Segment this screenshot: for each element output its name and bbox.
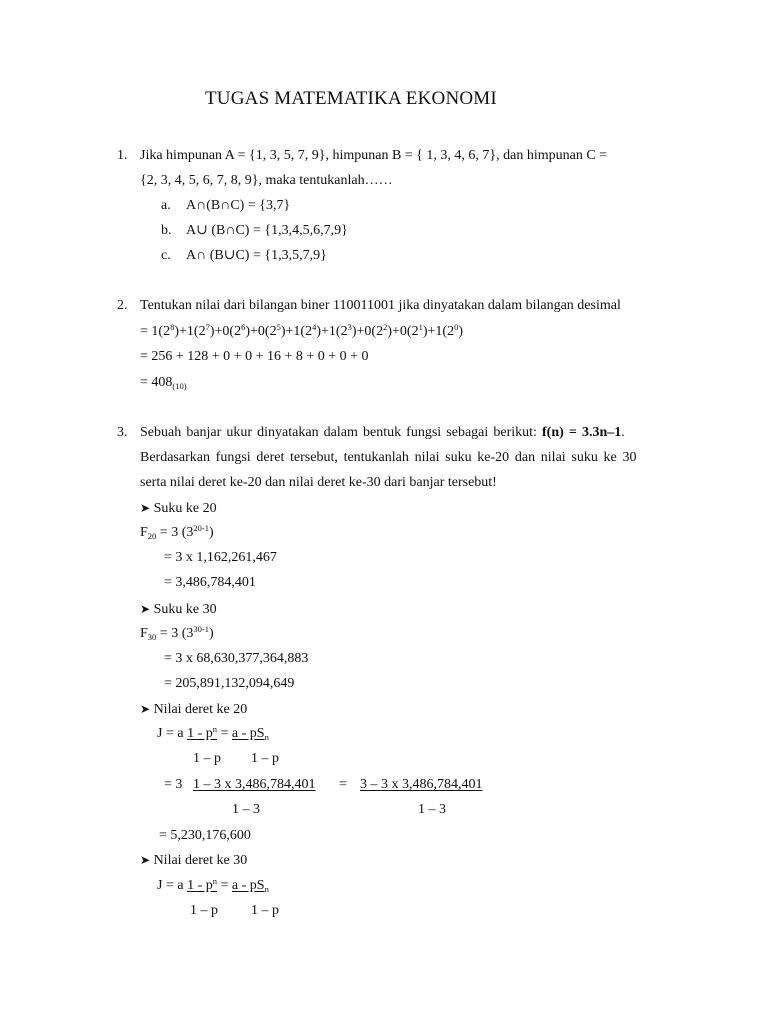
deret20-calc-numerator-2: 3 – 3 x 3,486,784,401 (360, 777, 483, 792)
deret20-calc-denominator-2: 1 – 3 (418, 802, 446, 817)
binary-term-exponent: 4 (312, 322, 317, 332)
deret20-calc-denominator-1: 1 – 3 (232, 802, 260, 817)
binary-expansion (140, 323, 463, 341)
binary-term-exponent: 5 (276, 322, 281, 332)
binary-term-coefficient: 1(2 (435, 324, 455, 339)
plus-sign: + (285, 324, 294, 339)
arrow-bullet-icon: ➤ (140, 702, 151, 716)
binary-term-exponent: 7 (205, 322, 210, 332)
bullet-suku-30-label: Suku ke 30 (153, 602, 217, 617)
decimal-result-base: (10) (172, 381, 187, 391)
binary-term-exponent: 3 (347, 322, 352, 332)
binary-term-close: ) (316, 324, 321, 339)
deret30-numerator-1 (187, 878, 217, 893)
f20-step-1: = 3 x 1,162,261,467 (164, 550, 277, 565)
binary-term-close: ) (174, 324, 179, 339)
deret20-calc-numerator-1: 1 – 3 x 3,486,784,401 (193, 777, 316, 792)
question-3-line-1 (140, 424, 625, 442)
expansion-prefix: = (140, 324, 152, 339)
f30-step-2: = 205,891,132,094,649 (164, 676, 295, 691)
sum-line: = 256 + 128 + 0 + 0 + 16 + 8 + 0 + 0 + 0 (140, 349, 369, 364)
function-formula: f(n) = 3.3n–1 (542, 425, 622, 440)
binary-term (293, 324, 321, 339)
deret30-num2-text: a - pS (231, 878, 265, 893)
f20-subscript: 20 (147, 531, 157, 541)
binary-term-close: ) (351, 324, 357, 339)
plus-sign: + (321, 324, 329, 339)
f20-formula (140, 524, 214, 542)
arrow-bullet-icon: ➤ (140, 602, 151, 616)
plus-sign: + (427, 324, 436, 339)
answer-b-text: A∪ (B∩C) = {1,3,4,5,6,7,9} (186, 223, 348, 238)
binary-term-exponent: 8 (170, 322, 175, 332)
f20-close: ) (208, 525, 214, 540)
binary-term-close: ) (209, 324, 215, 339)
binary-term (329, 324, 357, 339)
arrow-bullet-icon: ➤ (140, 501, 151, 515)
binary-term-close: ) (387, 324, 392, 339)
binary-term-coefficient: 0(2 (399, 324, 419, 339)
binary-term-close: ) (422, 324, 428, 339)
binary-term (435, 324, 463, 339)
plus-sign: + (179, 324, 187, 339)
bullet-deret-30 (140, 851, 247, 870)
expansion-terms (151, 324, 463, 339)
bullet-deret-30-label: Nilai deret ke 30 (153, 853, 248, 868)
f20-letter: F (140, 525, 148, 540)
deret30-denominator-2: 1 – p (251, 903, 279, 918)
deret20-calc-equals: = (339, 777, 347, 792)
binary-term-coefficient: 1(2 (293, 324, 313, 339)
binary-term-coefficient: 1(2 (328, 324, 348, 339)
binary-term-coefficient: 0(2 (257, 324, 277, 339)
plus-sign: + (214, 324, 223, 339)
f30-step-1: = 3 x 68,630,377,364,883 (164, 651, 309, 666)
answer-b-letter: b. (161, 223, 172, 238)
binary-term-close: ) (245, 324, 250, 339)
plus-sign: + (250, 324, 258, 339)
question-1-number: 1. (117, 148, 128, 163)
binary-term-close: ) (458, 324, 463, 339)
f30-letter: F (140, 626, 148, 641)
binary-term (258, 324, 286, 339)
deret20-num2-text: a - pS (231, 726, 265, 741)
deret20-denominator-1: 1 – p (193, 751, 221, 766)
page-title: TUGAS MATEMATIKA EKONOMI (205, 88, 497, 109)
deret30-formula (157, 877, 269, 895)
arrow-bullet-icon: ➤ (140, 853, 151, 867)
answer-c-text: A∩ (B∪C) = {1,3,5,7,9} (186, 248, 327, 263)
deret20-formula (157, 725, 269, 743)
bullet-deret-20 (140, 700, 247, 719)
f30-equals: = 3 (3 (156, 626, 194, 641)
plus-sign: + (356, 324, 365, 339)
binary-term-coefficient: 1(2 (186, 324, 206, 339)
deret20-num2-sub: n (264, 732, 269, 742)
answer-c-letter: c. (161, 248, 171, 263)
binary-term (222, 324, 250, 339)
bullet-suku-20-label: Suku ke 20 (153, 501, 217, 516)
deret30-numerator-2 (232, 878, 269, 893)
answer-a-letter: a. (161, 198, 171, 213)
question-1-line-2: {2, 3, 4, 5, 6, 7, 8, 9}, maka tentukanlah…… (140, 173, 393, 188)
deret20-num1-exp: n (212, 724, 217, 734)
deret30-denominator-1: 1 – p (190, 903, 218, 918)
question-3-number: 3. (117, 425, 128, 440)
f20-exponent: 20-1 (193, 523, 209, 533)
deret30-j-prefix: J = a (157, 878, 188, 893)
deret30-num2-sub: n (264, 884, 269, 894)
deret20-calc-prefix: = 3 (164, 777, 183, 792)
deret20-denominator-2: 1 – p (251, 751, 279, 766)
deret20-num1-text: 1 - p (187, 726, 213, 741)
f30-close: ) (208, 626, 214, 641)
question-3-intro: Sebuah banjar ukur dinyatakan dalam bentuk fungsi sebagai berikut: (140, 425, 543, 440)
deret20-result: = 5,230,176,600 (159, 828, 251, 843)
binary-term-exponent: 6 (241, 322, 246, 332)
deret30-equals: = (216, 878, 232, 893)
binary-term (151, 324, 179, 339)
binary-term-close: ) (280, 324, 286, 339)
f20-step-2: = 3,486,784,401 (164, 575, 256, 590)
binary-term-coefficient: 0(2 (222, 324, 242, 339)
binary-term-exponent: 0 (454, 322, 459, 332)
deret20-equals: = (216, 726, 232, 741)
deret20-j-prefix: J = a (157, 726, 188, 741)
bullet-suku-20 (140, 499, 217, 518)
deret20-numerator-2 (232, 726, 269, 741)
binary-term-exponent: 1 (418, 322, 423, 332)
answer-a-text: A∩(B∩C) = {3,7} (186, 198, 291, 213)
binary-term (187, 324, 215, 339)
decimal-result-value: = 408 (140, 375, 173, 390)
bullet-deret-20-label: Nilai deret ke 20 (153, 702, 248, 717)
deret20-numerator-1 (187, 726, 217, 741)
f30-formula (140, 625, 214, 643)
f30-subscript: 30 (147, 632, 157, 642)
bullet-suku-30 (140, 600, 217, 619)
binary-term (400, 324, 428, 339)
question-2-line-1: Tentukan nilai dari bilangan biner 110011001 jika dinyatakan dalam bilangan desimal (140, 298, 621, 313)
question-3-line-3: serta nilai deret ke-20 dan nilai deret ke-30 dari banjar tersebut! (140, 475, 497, 490)
binary-term-coefficient: 0(2 (364, 324, 384, 339)
deret30-num1-exp: n (212, 876, 217, 886)
question-3-line-2: Berdasarkan fungsi deret tersebut, tentukanlah nilai suku ke-20 dan nilai suku ke 30 (140, 450, 637, 465)
binary-term (364, 324, 392, 339)
decimal-result (140, 374, 187, 392)
question-3-period: . (621, 425, 625, 440)
question-1-line-1: Jika himpunan A = {1, 3, 5, 7, 9}, himpunan B = { 1, 3, 4, 6, 7}, dan himpunan C = (140, 148, 608, 163)
binary-term-exponent: 2 (383, 322, 388, 332)
plus-sign: + (392, 324, 400, 339)
question-2-number: 2. (117, 298, 128, 313)
deret30-num1-text: 1 - p (187, 878, 213, 893)
f30-exponent: 30-1 (193, 624, 209, 634)
binary-term-coefficient: 1(2 (151, 324, 171, 339)
f20-equals: = 3 (3 (156, 525, 194, 540)
